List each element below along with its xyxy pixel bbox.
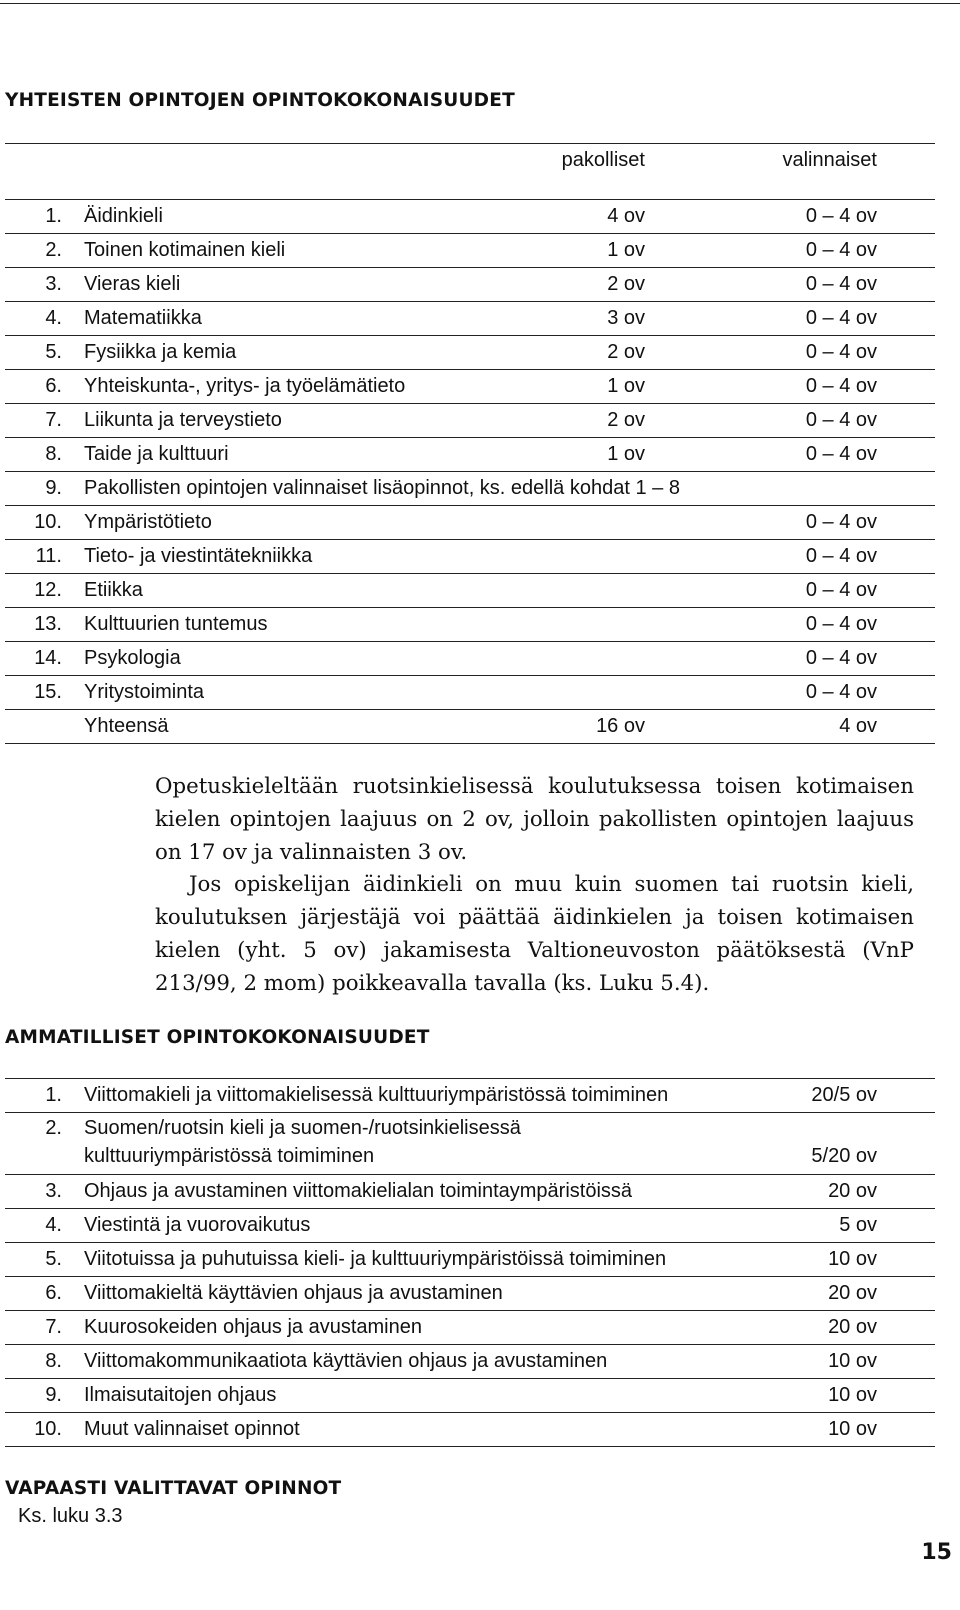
- row-optional: 0 – 4 ov: [805, 647, 877, 669]
- row-number: 1.: [45, 1084, 62, 1106]
- row-credits: 20 ov: [828, 1282, 877, 1304]
- row-optional: 0 – 4 ov: [805, 375, 877, 397]
- row-subject: [84, 1114, 521, 1170]
- table-row: [5, 1412, 935, 1446]
- table-row: [5, 641, 935, 675]
- table-rule: [5, 1112, 935, 1113]
- table-row: [5, 675, 935, 709]
- table-row: [5, 1242, 935, 1276]
- row-number: 4.: [45, 1214, 62, 1236]
- row-optional: 0 – 4 ov: [805, 307, 877, 329]
- row-subject: Muut valinnaiset opinnot: [84, 1418, 300, 1440]
- row-number: 15.: [34, 681, 62, 703]
- row-number: 4.: [45, 307, 62, 329]
- row-subject: Vieras kieli: [84, 273, 181, 295]
- note-paragraph-1: Opetuskieleltään ruotsinkielisessä koulutuksessa toisen kotimaisen kielen opintojen laajuus on 2 ov, jolloin pakollisten opintojen laajuus on 17 ov ja valinnaisten 3 ov.: [155, 774, 914, 865]
- row-number: 13.: [34, 613, 62, 635]
- row-number: 8.: [45, 1350, 62, 1372]
- row-subject-line-2: kulttuuriympäristössä toimiminen: [84, 1145, 375, 1167]
- row-optional: 0 – 4 ov: [805, 239, 877, 261]
- row-credits: 10 ov: [828, 1248, 877, 1270]
- row-optional: 0 – 4 ov: [805, 409, 877, 431]
- row-subject: Liikunta ja terveystieto: [84, 409, 282, 431]
- row-subject: Ympäristötieto: [84, 511, 212, 533]
- row-mandatory: 2 ov: [607, 273, 645, 295]
- row-subject: Etiikka: [84, 579, 143, 601]
- row-subject: Ilmaisutaitojen ohjaus: [84, 1384, 277, 1406]
- table-row: [5, 505, 935, 539]
- row-optional: 0 – 4 ov: [805, 273, 877, 295]
- row-number: 6.: [45, 1282, 62, 1304]
- row-subject: Taide ja kulttuuri: [84, 443, 229, 465]
- table-row: [5, 1114, 935, 1174]
- row-subject: Yhteiskunta-, yritys- ja työelämätieto: [84, 375, 406, 397]
- table-row: [5, 1174, 935, 1208]
- table-row: [5, 335, 935, 369]
- top-rule: [0, 3, 960, 4]
- row-subject: Viitotuissa ja puhutuissa kieli- ja kulttuuriympäristöissä toimiminen: [84, 1248, 667, 1270]
- row-subject: Kuurosokeiden ohjaus ja avustaminen: [84, 1316, 422, 1338]
- row-subject: Viittomakommunikaatiota käyttävien ohjaus ja avustaminen: [84, 1350, 608, 1372]
- row-number: 2.: [45, 239, 62, 261]
- row-subject: Yritystoiminta: [84, 681, 205, 703]
- table-row: [5, 1208, 935, 1242]
- row-optional: 0 – 4 ov: [805, 681, 877, 703]
- row-subject: Ohjaus ja avustaminen viittomakielialan toimintaympäristöissä: [84, 1180, 633, 1202]
- row-number: 8.: [45, 443, 62, 465]
- page-number: 15: [921, 1540, 952, 1565]
- row-number: 7.: [45, 409, 62, 431]
- total-optional: 4 ov: [839, 715, 877, 737]
- row-credits: 5 ov: [839, 1214, 877, 1236]
- row-number: 9.: [45, 477, 62, 499]
- column-header-optional: valinnaiset: [782, 149, 877, 171]
- general-studies-heading: YHTEISTEN OPINTOJEN OPINTOKOKONAISUUDET: [5, 90, 515, 111]
- table-row: [5, 369, 935, 403]
- table-row: [5, 573, 935, 607]
- row-mandatory: 2 ov: [607, 409, 645, 431]
- row-mandatory: 1 ov: [607, 239, 645, 261]
- table-row: [5, 267, 935, 301]
- row-number: 5.: [45, 1248, 62, 1270]
- total-row: [5, 709, 935, 743]
- row-credits: 10 ov: [828, 1384, 877, 1406]
- row-number: 12.: [34, 579, 62, 601]
- row-number: 10.: [34, 511, 62, 533]
- row-credits: 20 ov: [828, 1316, 877, 1338]
- row-mandatory: 4 ov: [607, 205, 645, 227]
- row-credits: 20/5 ov: [811, 1084, 877, 1106]
- row-subject: Tieto- ja viestintätekniikka: [84, 545, 313, 567]
- row-credits: 10 ov: [828, 1350, 877, 1372]
- table-row: [5, 199, 935, 233]
- row-mandatory: 2 ov: [607, 341, 645, 363]
- row-optional: 0 – 4 ov: [805, 545, 877, 567]
- row-number: 3.: [45, 273, 62, 295]
- row-subject: Psykologia: [84, 647, 181, 669]
- row-optional: 0 – 4 ov: [805, 511, 877, 533]
- row-optional: 0 – 4 ov: [805, 613, 877, 635]
- row-optional: 0 – 4 ov: [805, 443, 877, 465]
- free-studies-heading: VAPAASTI VALITTAVAT OPINNOT: [5, 1478, 342, 1499]
- table-row: [5, 1276, 935, 1310]
- row-credits: 20 ov: [828, 1180, 877, 1202]
- row-credits: 10 ov: [828, 1418, 877, 1440]
- table-row: [5, 1078, 935, 1112]
- table-row: [5, 607, 935, 641]
- table-row: [5, 1378, 935, 1412]
- column-header-mandatory: pakolliset: [561, 149, 645, 171]
- row-number: 6.: [45, 375, 62, 397]
- row-optional: 0 – 4 ov: [805, 579, 877, 601]
- row-subject: Toinen kotimainen kieli: [84, 239, 286, 261]
- table-row: [5, 301, 935, 335]
- table-row: [5, 539, 935, 573]
- row-subject: Fysiikka ja kemia: [84, 341, 237, 363]
- table-rule: [5, 1446, 935, 1447]
- total-mandatory: 16 ov: [596, 715, 645, 737]
- row-number: 5.: [45, 341, 62, 363]
- row-subject: Viittomakieltä käyttävien ohjaus ja avustaminen: [84, 1282, 503, 1304]
- table-row: [5, 233, 935, 267]
- row-number: 1.: [45, 205, 62, 227]
- row-number: 14.: [34, 647, 62, 669]
- column-header-row: [5, 143, 935, 177]
- row-number: 10.: [34, 1418, 62, 1440]
- row-subject: Pakollisten opintojen valinnaiset lisäopinnot, ks. edellä kohdat 1 – 8: [84, 477, 680, 499]
- row-number: 3.: [45, 1180, 62, 1202]
- row-subject: Kulttuurien tuntemus: [84, 613, 268, 635]
- total-label: Yhteensä: [84, 715, 169, 737]
- row-subject: Matematiikka: [84, 307, 202, 329]
- table-row: [5, 471, 935, 505]
- free-studies-reference: Ks. luku 3.3: [18, 1505, 123, 1527]
- row-subject: Äidinkieli: [84, 205, 163, 227]
- table-row: [5, 1310, 935, 1344]
- vocational-studies-heading: AMMATILLISET OPINTOKOKONAISUUDET: [5, 1027, 430, 1048]
- row-optional: 0 – 4 ov: [805, 205, 877, 227]
- table-row: [5, 1344, 935, 1378]
- row-number: 7.: [45, 1316, 62, 1338]
- row-subject: Viittomakieli ja viittomakielisessä kulttuuriympäristössä toimiminen: [84, 1084, 669, 1106]
- row-mandatory: 1 ov: [607, 443, 645, 465]
- row-mandatory: 3 ov: [607, 307, 645, 329]
- row-number: 11.: [35, 545, 62, 567]
- row-subject: Viestintä ja vuorovaikutus: [84, 1214, 311, 1236]
- note-paragraph-2: Jos opiskelijan äidinkieli on muu kuin suomen tai ruotsin kieli, koulutuksen järjestäjä voi päättää äidinkielen ja toisen kotimaisen kielen (yht. 5 ov) jakamisesta Valtioneuvoston päätöksestä (VnP 213/99, 2 mom) poikkeavalla tavalla (ks. Luku 5.4).: [155, 872, 914, 996]
- table-row: [5, 437, 935, 471]
- table-row: [5, 403, 935, 437]
- row-mandatory: 1 ov: [607, 375, 645, 397]
- row-number: 2.: [45, 1117, 62, 1139]
- row-optional: 0 – 4 ov: [805, 341, 877, 363]
- row-credits: 5/20 ov: [811, 1145, 877, 1167]
- row-subject-line-1: Suomen/ruotsin kieli ja suomen-/ruotsinkielisessä: [84, 1117, 521, 1139]
- table-rule: [5, 743, 935, 744]
- row-number: 9.: [45, 1384, 62, 1406]
